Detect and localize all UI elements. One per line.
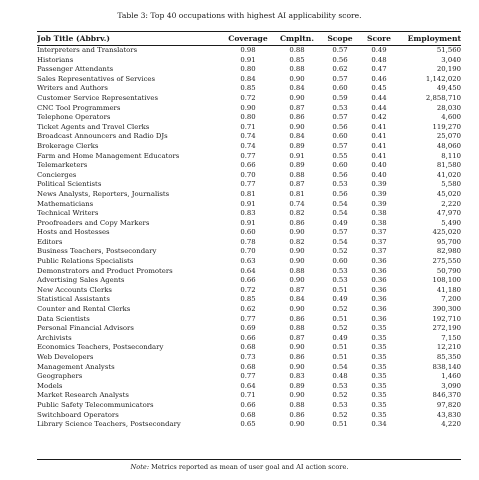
cell-employment: 119,270 <box>432 122 461 131</box>
header-row <box>37 32 461 45</box>
cell-employment: 41,020 <box>436 170 461 179</box>
cell-scope: 0.51 <box>332 285 348 294</box>
cell-employment: 838,140 <box>432 362 461 371</box>
table-row <box>37 171 461 181</box>
cell-score: 0.41 <box>371 122 387 131</box>
cell-scope: 0.52 <box>332 324 348 333</box>
table-row <box>37 104 461 114</box>
cell-coverage: 0.80 <box>240 113 256 122</box>
table-row <box>37 411 461 421</box>
cell-score: 0.35 <box>371 353 387 361</box>
cell-job-title: Ticket Agents and Travel Clerks <box>37 122 150 131</box>
cell-job-title: Web Developers <box>37 353 94 361</box>
cell-scope: 0.48 <box>332 372 348 381</box>
cell-completion: 0.90 <box>289 122 305 131</box>
cell-job-title: Public Safety Telecommunicators <box>37 400 154 409</box>
cell-job-title: Statistical Assistants <box>37 295 110 304</box>
cell-coverage: 0.70 <box>240 247 256 256</box>
cell-job-title: Concierges <box>37 170 77 179</box>
cell-coverage: 0.85 <box>240 84 256 93</box>
cell-job-title: Data Scientists <box>37 314 90 323</box>
cell-coverage: 0.71 <box>240 391 256 400</box>
cell-score: 0.35 <box>371 362 387 371</box>
table-note <box>0 463 479 471</box>
cell-completion: 0.90 <box>289 93 305 102</box>
cell-employment: 28,030 <box>436 103 461 112</box>
cell-scope: 0.57 <box>332 74 348 83</box>
table-row <box>37 324 461 334</box>
cell-coverage: 0.90 <box>240 103 256 112</box>
table-header <box>37 32 461 46</box>
table-row <box>37 161 461 171</box>
cell-employment: 7,150 <box>441 333 461 342</box>
cell-score: 0.37 <box>371 237 387 246</box>
cell-completion: 0.87 <box>289 180 305 189</box>
cell-coverage: 0.62 <box>240 305 256 314</box>
cell-scope: 0.56 <box>332 170 348 179</box>
cell-score: 0.48 <box>371 55 387 64</box>
table-row <box>37 363 461 373</box>
cell-job-title: Interpreters and Translators <box>37 46 138 54</box>
occupations-table <box>37 32 461 430</box>
cell-employment: 95,700 <box>436 237 461 246</box>
cell-coverage: 0.66 <box>240 400 256 409</box>
column-header-completion: Cmpltn. <box>280 34 314 43</box>
cell-scope: 0.53 <box>332 266 348 275</box>
cell-coverage: 0.60 <box>240 228 256 237</box>
cell-completion: 0.89 <box>289 381 305 390</box>
cell-completion: 0.86 <box>289 353 305 361</box>
cell-score: 0.40 <box>371 161 387 170</box>
cell-coverage: 0.74 <box>240 141 256 150</box>
cell-scope: 0.60 <box>332 257 348 266</box>
cell-job-title: Technical Writers <box>37 209 99 218</box>
cell-scope: 0.57 <box>332 141 348 150</box>
cell-completion: 0.84 <box>289 84 305 93</box>
cell-job-title: Library Science Teachers, Postsecondary <box>37 420 181 429</box>
cell-scope: 0.52 <box>332 305 348 314</box>
cell-completion: 0.85 <box>289 55 305 64</box>
cell-score: 0.46 <box>371 74 387 83</box>
cell-job-title: Passenger Attendants <box>37 65 114 74</box>
cell-score: 0.42 <box>371 113 387 122</box>
cell-score: 0.38 <box>371 209 387 218</box>
cell-employment: 82,980 <box>436 247 461 256</box>
cell-employment: 49,450 <box>436 84 461 93</box>
cell-score: 0.35 <box>371 343 387 352</box>
cell-score: 0.35 <box>371 324 387 333</box>
cell-employment: 81,580 <box>436 161 461 170</box>
table-row <box>37 286 461 296</box>
table-bottom-rule <box>37 459 461 460</box>
cell-job-title: Personal Financial Advisors <box>37 324 134 333</box>
cell-scope: 0.57 <box>332 113 348 122</box>
cell-scope: 0.54 <box>332 362 348 371</box>
cell-completion: 0.88 <box>289 324 305 333</box>
cell-coverage: 0.71 <box>240 122 256 131</box>
cell-employment: 5,580 <box>441 180 461 189</box>
cell-completion: 0.74 <box>289 199 305 208</box>
cell-score: 0.36 <box>371 276 387 285</box>
cell-completion: 0.83 <box>289 372 305 381</box>
table-row <box>37 257 461 267</box>
cell-coverage: 0.91 <box>240 199 256 208</box>
cell-job-title: Political Scientists <box>37 180 102 189</box>
cell-coverage: 0.74 <box>240 132 256 141</box>
cell-job-title: Historians <box>37 55 74 64</box>
cell-employment: 4,600 <box>441 113 461 122</box>
cell-job-title: Archivists <box>37 333 72 342</box>
cell-scope: 0.53 <box>332 103 348 112</box>
cell-employment: 45,020 <box>436 189 461 198</box>
table-row <box>37 247 461 257</box>
cell-score: 0.35 <box>371 333 387 342</box>
cell-completion: 0.90 <box>289 276 305 285</box>
cell-job-title: Advertising Sales Agents <box>37 276 125 285</box>
cell-completion: 0.90 <box>289 247 305 256</box>
table-row <box>37 420 461 430</box>
cell-coverage: 0.68 <box>240 410 256 419</box>
cell-job-title: Customer Service Representatives <box>37 93 159 102</box>
cell-coverage: 0.77 <box>240 372 256 381</box>
cell-scope: 0.54 <box>332 199 348 208</box>
cell-score: 0.45 <box>371 84 387 93</box>
cell-coverage: 0.80 <box>240 65 256 74</box>
table-row <box>37 56 461 66</box>
cell-completion: 0.84 <box>289 295 305 304</box>
table-row <box>37 46 461 56</box>
cell-job-title: Brokerage Clerks <box>37 141 99 150</box>
cell-job-title: Economics Teachers, Postsecondary <box>37 343 164 352</box>
cell-score: 0.35 <box>371 381 387 390</box>
cell-employment: 5,490 <box>441 218 461 227</box>
cell-employment: 2,220 <box>441 199 461 208</box>
cell-completion: 0.88 <box>289 400 305 409</box>
table-row <box>37 142 461 152</box>
cell-scope: 0.57 <box>332 46 348 54</box>
cell-completion: 0.82 <box>289 237 305 246</box>
cell-score: 0.41 <box>371 151 387 160</box>
table-row <box>37 276 461 286</box>
cell-job-title: Geographers <box>37 372 83 381</box>
cell-employment: 12,210 <box>436 343 461 352</box>
cell-employment: 41,180 <box>436 285 461 294</box>
cell-scope: 0.55 <box>332 151 348 160</box>
cell-job-title: Farm and Home Management Educators <box>37 151 180 160</box>
table-row <box>37 65 461 75</box>
cell-scope: 0.51 <box>332 353 348 361</box>
cell-job-title: Mathematicians <box>37 199 94 208</box>
cell-score: 0.35 <box>371 410 387 419</box>
table-row <box>37 113 461 123</box>
cell-completion: 0.91 <box>289 151 305 160</box>
cell-scope: 0.54 <box>332 237 348 246</box>
cell-score: 0.47 <box>371 65 387 74</box>
cell-scope: 0.56 <box>332 189 348 198</box>
cell-job-title: Sales Representatives of Services <box>37 74 156 83</box>
cell-employment: 4,220 <box>441 420 461 429</box>
cell-employment: 192,710 <box>432 314 461 323</box>
cell-employment: 7,200 <box>441 295 461 304</box>
cell-coverage: 0.69 <box>240 324 256 333</box>
cell-completion: 0.87 <box>289 103 305 112</box>
cell-completion: 0.90 <box>289 305 305 314</box>
cell-scope: 0.53 <box>332 381 348 390</box>
table-row <box>37 200 461 210</box>
table-body <box>37 46 461 430</box>
cell-employment: 1,460 <box>441 372 461 381</box>
cell-completion: 0.90 <box>289 228 305 237</box>
cell-scope: 0.53 <box>332 400 348 409</box>
table-row <box>37 343 461 353</box>
cell-completion: 0.90 <box>289 391 305 400</box>
cell-coverage: 0.68 <box>240 362 256 371</box>
cell-score: 0.36 <box>371 285 387 294</box>
cell-job-title: Broadcast Announcers and Radio DJs <box>37 132 168 141</box>
cell-score: 0.41 <box>371 141 387 150</box>
column-header-score: Score <box>366 34 391 43</box>
cell-completion: 0.87 <box>289 333 305 342</box>
table-row <box>37 84 461 94</box>
cell-employment: 8,110 <box>441 151 461 160</box>
cell-score: 0.36 <box>371 257 387 266</box>
cell-job-title: Public Relations Specialists <box>37 257 134 266</box>
cell-scope: 0.57 <box>332 228 348 237</box>
cell-coverage: 0.77 <box>240 180 256 189</box>
cell-job-title: Telemarketers <box>37 161 88 170</box>
cell-completion: 0.89 <box>289 141 305 150</box>
cell-coverage: 0.70 <box>240 170 256 179</box>
cell-scope: 0.51 <box>332 343 348 352</box>
table-row <box>37 75 461 85</box>
cell-coverage: 0.64 <box>240 381 256 390</box>
note-lead: Note: <box>130 463 150 471</box>
cell-employment: 48,060 <box>436 141 461 150</box>
cell-score: 0.34 <box>371 420 387 429</box>
cell-coverage: 0.72 <box>240 285 256 294</box>
table-row <box>37 94 461 104</box>
cell-completion: 0.90 <box>289 420 305 429</box>
table-row <box>37 295 461 305</box>
cell-coverage: 0.66 <box>240 333 256 342</box>
column-header-coverage: Coverage <box>228 34 268 43</box>
cell-coverage: 0.91 <box>240 55 256 64</box>
cell-score: 0.49 <box>371 46 387 54</box>
table-row <box>37 123 461 133</box>
cell-completion: 0.90 <box>289 343 305 352</box>
cell-completion: 0.88 <box>289 65 305 74</box>
cell-job-title: Models <box>37 381 63 390</box>
cell-completion: 0.82 <box>289 209 305 218</box>
table-row <box>37 228 461 238</box>
cell-employment: 108,100 <box>432 276 461 285</box>
cell-job-title: Editors <box>37 237 63 246</box>
cell-coverage: 0.83 <box>240 209 256 218</box>
table-row <box>37 372 461 382</box>
cell-scope: 0.60 <box>332 132 348 141</box>
table-caption: Table 3: Top 40 occupations with highest AI applicability score. <box>117 11 362 20</box>
cell-scope: 0.51 <box>332 420 348 429</box>
cell-score: 0.36 <box>371 295 387 304</box>
cell-employment: 272,190 <box>432 324 461 333</box>
cell-employment: 85,350 <box>436 353 461 361</box>
cell-employment: 275,550 <box>432 257 461 266</box>
cell-completion: 0.88 <box>289 46 305 54</box>
cell-scope: 0.53 <box>332 180 348 189</box>
cell-employment: 3,040 <box>441 55 461 64</box>
cell-score: 0.39 <box>371 189 387 198</box>
cell-employment: 51,560 <box>436 46 461 54</box>
cell-coverage: 0.73 <box>240 353 256 361</box>
cell-job-title: Writers and Authors <box>37 84 108 93</box>
table-row <box>37 190 461 200</box>
cell-scope: 0.60 <box>332 84 348 93</box>
cell-completion: 0.86 <box>289 218 305 227</box>
cell-employment: 3,090 <box>441 381 461 390</box>
cell-scope: 0.51 <box>332 314 348 323</box>
cell-completion: 0.89 <box>289 161 305 170</box>
cell-employment: 97,820 <box>436 400 461 409</box>
cell-coverage: 0.65 <box>240 420 256 429</box>
cell-coverage: 0.63 <box>240 257 256 266</box>
cell-coverage: 0.81 <box>240 189 256 198</box>
cell-scope: 0.49 <box>332 218 348 227</box>
cell-completion: 0.87 <box>289 285 305 294</box>
cell-score: 0.36 <box>371 314 387 323</box>
cell-coverage: 0.66 <box>240 276 256 285</box>
cell-scope: 0.52 <box>332 391 348 400</box>
cell-completion: 0.84 <box>289 132 305 141</box>
cell-coverage: 0.68 <box>240 343 256 352</box>
cell-score: 0.44 <box>371 93 387 102</box>
cell-employment: 50,790 <box>436 266 461 275</box>
cell-job-title: Market Research Analysts <box>37 391 129 400</box>
cell-job-title: News Analysts, Reporters, Journalists <box>37 189 170 198</box>
cell-employment: 2,858,710 <box>425 93 461 102</box>
cell-coverage: 0.64 <box>240 266 256 275</box>
table-row <box>37 267 461 277</box>
table-row <box>37 401 461 411</box>
cell-employment: 425,020 <box>432 228 461 237</box>
cell-scope: 0.53 <box>332 276 348 285</box>
cell-scope: 0.52 <box>332 247 348 256</box>
cell-job-title: Business Teachers, Postsecondary <box>37 247 157 256</box>
table-row <box>37 391 461 401</box>
cell-scope: 0.52 <box>332 410 348 419</box>
cell-job-title: Switchboard Operators <box>37 410 119 419</box>
table-row <box>37 382 461 392</box>
cell-scope: 0.60 <box>332 161 348 170</box>
cell-coverage: 0.72 <box>240 93 256 102</box>
cell-completion: 0.86 <box>289 410 305 419</box>
cell-completion: 0.88 <box>289 266 305 275</box>
cell-coverage: 0.78 <box>240 237 256 246</box>
cell-score: 0.35 <box>371 400 387 409</box>
cell-score: 0.37 <box>371 228 387 237</box>
cell-score: 0.39 <box>371 199 387 208</box>
cell-coverage: 0.77 <box>240 151 256 160</box>
cell-completion: 0.90 <box>289 74 305 83</box>
cell-job-title: New Accounts Clerks <box>37 285 112 294</box>
cell-completion: 0.90 <box>289 362 305 371</box>
cell-scope: 0.49 <box>332 333 348 342</box>
cell-completion: 0.88 <box>289 170 305 179</box>
cell-coverage: 0.84 <box>240 74 256 83</box>
cell-coverage: 0.77 <box>240 314 256 323</box>
cell-completion: 0.86 <box>289 314 305 323</box>
table-row <box>37 132 461 142</box>
cell-coverage: 0.66 <box>240 161 256 170</box>
table-row <box>37 305 461 315</box>
cell-score: 0.35 <box>371 372 387 381</box>
table-row <box>37 238 461 248</box>
cell-scope: 0.56 <box>332 55 348 64</box>
cell-employment: 846,370 <box>432 391 461 400</box>
cell-employment: 25,070 <box>436 132 461 141</box>
cell-job-title: Proofreaders and Copy Markers <box>37 218 150 227</box>
cell-completion: 0.90 <box>289 257 305 266</box>
cell-job-title: CNC Tool Programmers <box>37 103 121 112</box>
cell-completion: 0.81 <box>289 189 305 198</box>
cell-scope: 0.54 <box>332 209 348 218</box>
cell-job-title: Counter and Rental Clerks <box>37 305 131 314</box>
column-header-scope: Scope <box>327 34 353 43</box>
column-header-employment: Employment <box>407 34 461 43</box>
cell-coverage: 0.91 <box>240 218 256 227</box>
cell-coverage: 0.98 <box>240 46 256 54</box>
cell-score: 0.39 <box>371 180 387 189</box>
column-header-job-title: Job Title (Abbrv.) <box>37 34 111 43</box>
cell-scope: 0.49 <box>332 295 348 304</box>
cell-employment: 20,190 <box>436 65 461 74</box>
table-row <box>37 315 461 325</box>
note-text: Metrics reported as mean of user goal and AI action score. <box>151 463 349 471</box>
cell-score: 0.41 <box>371 132 387 141</box>
cell-employment: 1,142,020 <box>425 74 461 83</box>
cell-score: 0.36 <box>371 266 387 275</box>
table-row <box>37 353 461 363</box>
cell-score: 0.37 <box>371 247 387 256</box>
cell-score: 0.36 <box>371 305 387 314</box>
cell-coverage: 0.85 <box>240 295 256 304</box>
cell-scope: 0.62 <box>332 65 348 74</box>
cell-scope: 0.59 <box>332 93 348 102</box>
table-row <box>37 180 461 190</box>
table-row <box>37 334 461 344</box>
cell-score: 0.35 <box>371 391 387 400</box>
cell-job-title: Management Analysts <box>37 362 115 371</box>
cell-job-title: Hosts and Hostesses <box>37 228 110 237</box>
cell-scope: 0.56 <box>332 122 348 131</box>
cell-score: 0.40 <box>371 170 387 179</box>
cell-score: 0.38 <box>371 218 387 227</box>
cell-employment: 47,970 <box>436 209 461 218</box>
cell-completion: 0.86 <box>289 113 305 122</box>
table-row <box>37 209 461 219</box>
cell-employment: 43,830 <box>436 410 461 419</box>
cell-employment: 390,300 <box>432 305 461 314</box>
table-row <box>37 152 461 162</box>
cell-job-title: Demonstrators and Product Promoters <box>37 266 173 275</box>
cell-job-title: Telephone Operators <box>37 113 111 122</box>
cell-score: 0.44 <box>371 103 387 112</box>
table-row <box>37 219 461 229</box>
